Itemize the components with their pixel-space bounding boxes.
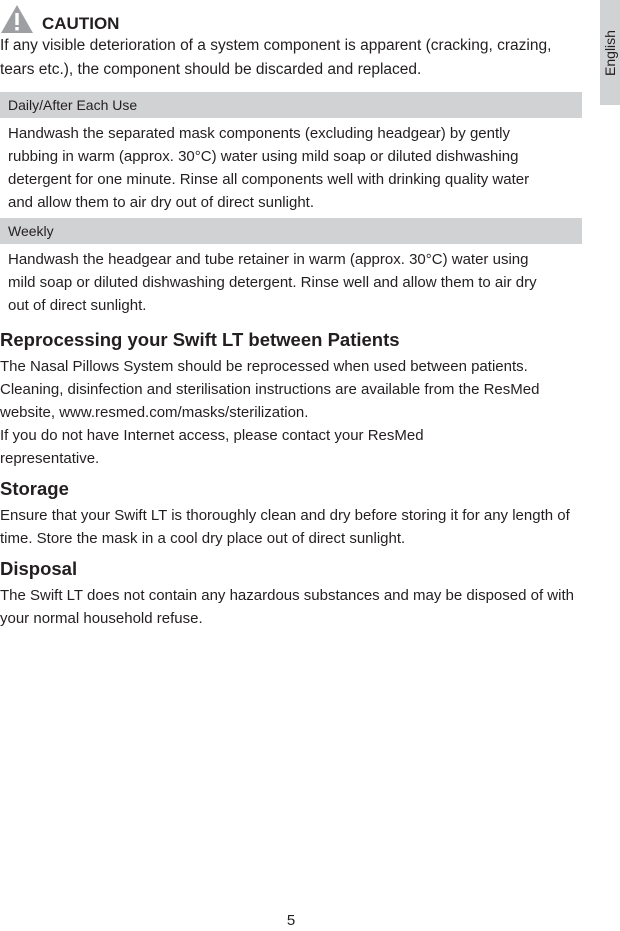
cleaning-body-daily: Handwash the separated mask components (excluding headgear) by gently rubbing in warm (approx. 30°C) water using mild soap or diluted dishwashing detergent for one minute. Rinse all components well with drinking quality water and allow them to air dry out of direct sunlight. <box>8 125 530 211</box>
section-paragraph: The Swift LT does not contain any hazardous substances and may be disposed of with your normal household refuse. <box>0 587 574 627</box>
warning-triangle-icon <box>0 4 34 34</box>
cleaning-heading-weekly: Weekly <box>0 218 582 244</box>
caution-text: If any visible deterioration of a system component is apparent (cracking, crazing, tears etc.), the component should be discarded and replaced. <box>0 37 552 78</box>
cleaning-body-weekly: Handwash the headgear and tube retainer in warm (approx. 30°C) water using mild soap or diluted dishwashing detergent. Rinse well and allow them to air dry out of direct sunlight. <box>8 251 537 314</box>
section-title-reprocessing: Reprocessing your Swift LT between Patients <box>0 329 400 350</box>
section-paragraph: Ensure that your Swift LT is thoroughly clean and dry before storing it for any length of time. Store the mask in a cool dry place out of direct sunlight. <box>0 507 570 547</box>
caution-heading <box>0 0 582 34</box>
page-number: 5 <box>286 912 296 929</box>
section-title-storage: Storage <box>0 478 69 499</box>
language-label: English <box>602 29 618 76</box>
cleaning-heading-daily: Daily/After Each Use <box>0 92 582 118</box>
section-title-disposal: Disposal <box>0 558 78 579</box>
section-paragraph: If you do not have Internet access, please contact your ResMed representative. <box>0 427 424 467</box>
language-tab <box>600 0 620 105</box>
section-paragraph: The Nasal Pillows System should be reprocessed when used between patients. Cleaning, disinfection and sterilisation instructions are available from the ResMed website, www.resmed.com/masks/sterilization. <box>0 358 540 421</box>
caution-title: CAUTION <box>42 14 120 33</box>
